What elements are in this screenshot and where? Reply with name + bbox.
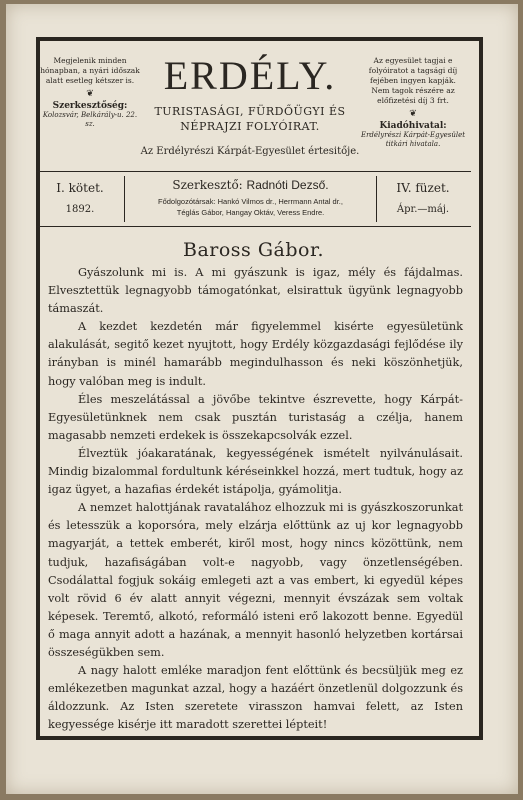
- collaborators-line-2: Téglás Gábor, Hangay Oktáv, Veress Endre.: [176, 208, 325, 217]
- issue-number: IV. füzet.: [396, 181, 450, 195]
- collaborators-label: Fődolgozótársak:: [158, 197, 216, 206]
- issue-months: Ápr.—máj.: [396, 204, 450, 215]
- masthead-rule-top: [36, 171, 471, 172]
- issue-bar-divider: [124, 176, 125, 222]
- article-body: [48, 264, 463, 734]
- editor-name: Radnóti Dezső.: [246, 178, 329, 192]
- subscription-notice: Az egyesület tagjai e folyóiratot a tagsági díj fejében ingyen kapják. Nem tagok részére az előfizetési díj 3 frt.: [368, 56, 458, 105]
- masthead-right-notice: [360, 56, 466, 149]
- volume-year: 1892.: [65, 204, 95, 215]
- editor-line: [128, 178, 373, 192]
- ornament-icon: ❦: [409, 109, 417, 119]
- article-paragraph: A nagy halott emléke maradjon fent előttünk és becsüljük meg ez emlékezetben magunkat azzal, hogy a hazáért önzetlenül dolgozzunk és áldozzunk. Az Isten szeretete virasszon hamvai felett, az Isten kegyessége kisérje itt maradott szerettei lépteit!: [48, 664, 463, 732]
- collaborators: [128, 196, 373, 218]
- editorial-office-address: Kolozsvár, Belkárály-u. 22. sz.: [42, 111, 138, 128]
- article-paragraph: Élveztük jóakaratának, kegyességének ismételt nyilvánulásait. Mindig bizalommal fordultunk kéréseinkkel hozzá, mert tudtuk, hogy az igaz ügyet, a hazafias érdekét istápolja, gyámolitja.: [48, 446, 463, 497]
- editorial-office-label: Szerkesztőség:: [52, 101, 128, 111]
- journal-title: ERDÉLY.: [163, 53, 337, 98]
- article-paragraph: Éles meszelátással a jövőbe tekintve észrevette, hogy Kárpát-Egyesületünknek nem csak pusztán turistaság a czélja, hanem magasabb nemzeti erdekek is összekapcsolvák ezzel.: [48, 392, 463, 442]
- volume-number: I. kötet.: [56, 181, 104, 195]
- masthead-left-notice: [40, 56, 140, 129]
- publisher-address: Erdélyrészi Kárpát-Egyesület titkári hivatala.: [360, 131, 466, 148]
- journal-subtitle: TURISTASÁGI, FÜRDŐÜGYI ÉS NÉPRAJZI FOLYÓIRAT.: [154, 105, 346, 133]
- editor-label: Szerkesztő:: [172, 178, 243, 192]
- journal-description: Az Erdélyrészi Kárpát-Egyesület értesitője.: [140, 146, 360, 157]
- masthead-rule-bottom: [36, 226, 471, 227]
- article-paragraph: A nemzet halottjának ravatalához elhozzuk mi is gyászkoszorunkat és letesszük a koporsóra, mely elzárja előttünk az uj kor legnagyobb magyarját, a tettek emberét, kiről most, hogy nincs közöttünk, nem tudjuk, hazafiságában volt-e nagyobb, vagy önzetlenségében. Csodálattal fogjuk sokáig emlegeti azt a vas embert, ki egyedül képes volt rövid 6 év alatt annyit végezni, mennyit évszázak sem voltak képesek. Teremtő, alkotó, reformáló isteni erő lakozott benne. Egyedül ő maga annyit adott a hazának, a mennyit hasonló helyzetben kortársai összeségükben sem.: [48, 501, 463, 659]
- publication-frequency: Megjelenik minden hónapban, a nyári időszak alatt esetleg kétszer is.: [40, 56, 140, 85]
- article-paragraph: Gyászolunk mi is. A mi gyászunk is igaz, mély és fájdalmas. Elvesztettük legnagyobb támogatónkat, elsirattuk ügyünk legnagyobb támaszát.: [48, 266, 463, 316]
- article-paragraph: A kezdet kezdetén már figyelemmel kisérte egyesületünk alakulását, segitő kezet nyujtott, hogy Erdély közgazdasági fejlődése ily irányban is minél hamarább megindulhasson és neki köszönhetjük, hogy valóban meg is indult.: [48, 320, 463, 388]
- collaborators-line-1: Hankó Vilmos dr., Herrmann Antal dr.,: [217, 197, 343, 206]
- ornament-icon: ❦: [86, 89, 94, 99]
- article-title: Baross Gábor.: [183, 239, 324, 261]
- issue-bar-divider: [376, 176, 377, 222]
- publisher-label: Kiadóhivatal:: [379, 121, 447, 131]
